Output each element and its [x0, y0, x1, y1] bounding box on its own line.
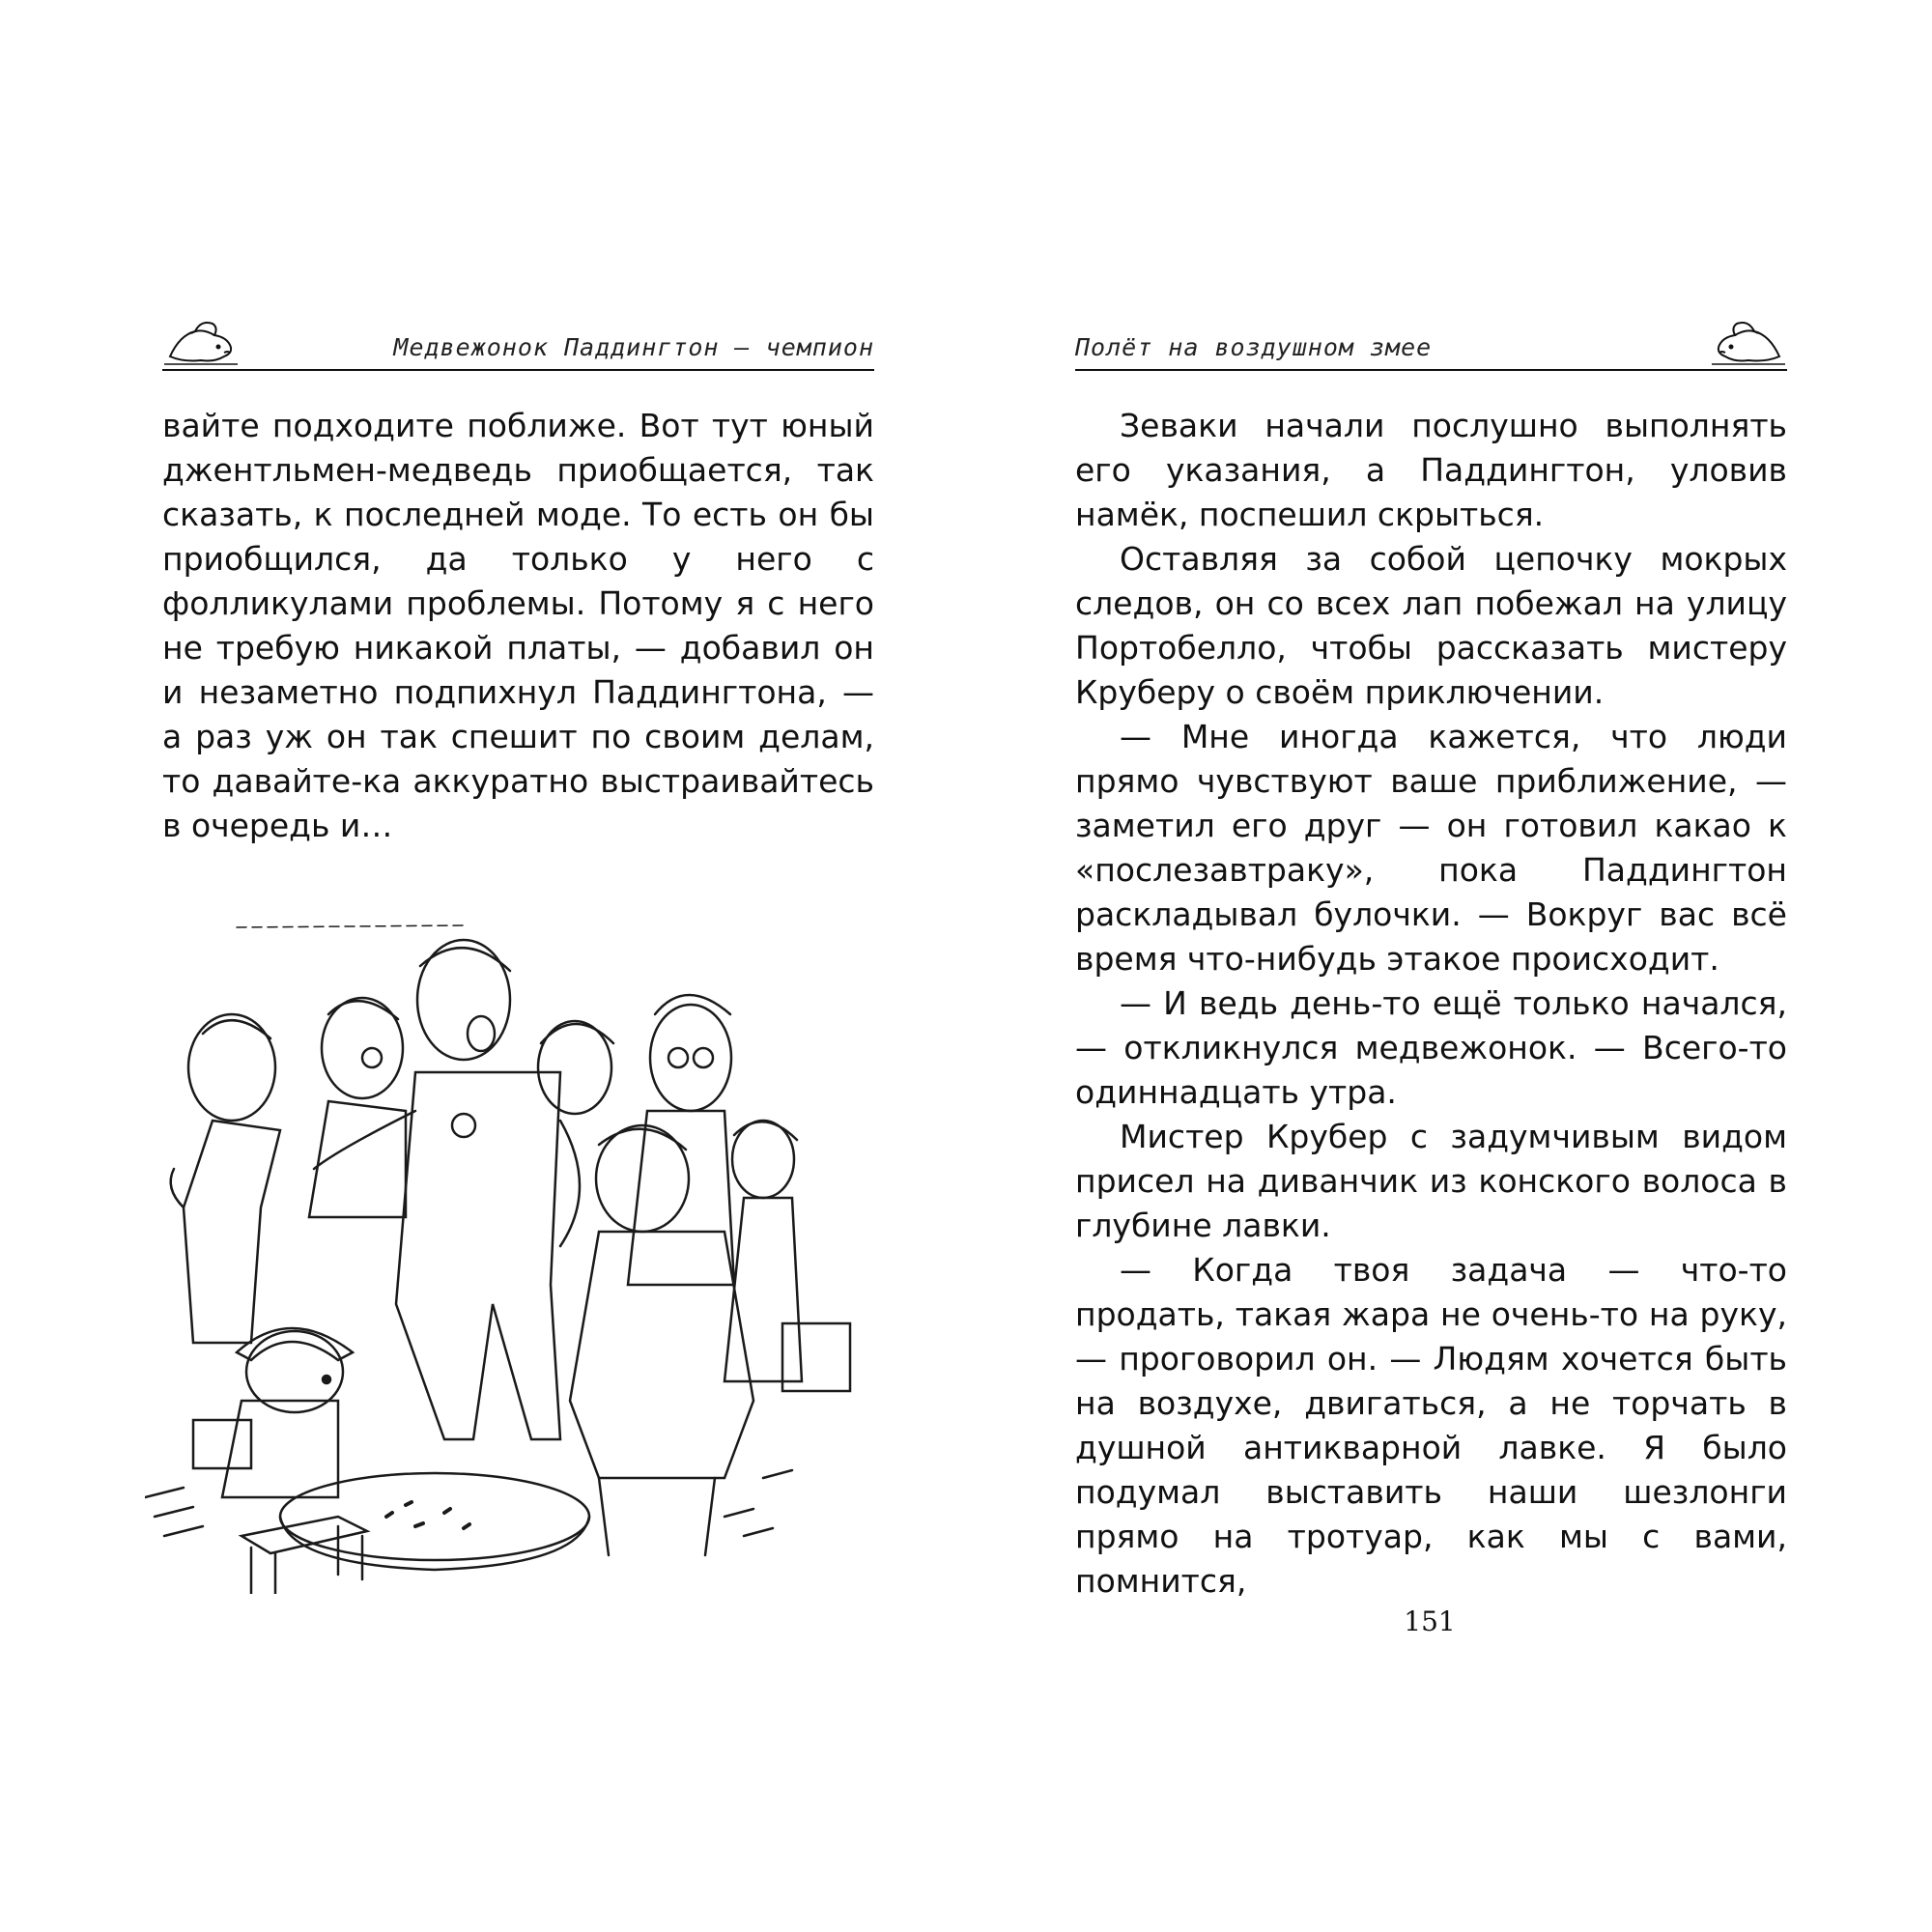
paragraph: Зеваки начали послушно выполнять его указания, а Паддингтон, уловив намёк, поспешил скрыться. — [1075, 407, 1787, 533]
left-running-header — [162, 309, 874, 371]
right-running-header — [1075, 309, 1787, 371]
running-title: Полёт на воздушном змее — [1075, 333, 1433, 361]
bear-in-hat-icon — [1710, 314, 1787, 367]
bear-in-hat-icon — [162, 314, 240, 367]
paragraph: Мистер Крубер с задумчивым видом присел на диванчик из конского волоса в глубине лавки. — [1075, 1118, 1787, 1244]
right-body-text — [1075, 404, 1787, 1604]
left-body-text — [162, 404, 874, 848]
paragraph: Оставляя за собой цепочку мокрых следов, он со всех лап побежал на улицу Портобелло, чтобы рассказать мистеру Круберу о своём приключении. — [1075, 540, 1787, 711]
paragraph: — Мне иногда кажется, что люди прямо чувствуют ваше приближение, — заметил его друг — он готовил какао к «послезавтраку», пока Паддингтон раскладывал булочки. — Вокруг вас всё время что-нибудь этакое происходит. — [1075, 718, 1787, 978]
paragraph: — Когда твоя задача — что-то продать, такая жара не очень-то на руку, — проговорил он. — Людям хочется быть на воздухе, двигаться, а не торчать в душной антикварной лавке. Я было подумал выставить наши шезлонги прямо на тротуар, как мы с вами, помнится, — [1075, 1251, 1787, 1600]
running-title: Медвежонок Паддингтон — чемпион — [393, 333, 874, 361]
paragraph: вайте подходите поближе. Вот тут юный джентльмен-медведь приобщается, так сказать, к последней моде. То есть он бы приобщился, да только у него с фолликулами проблемы. Потому я с него не требую никакой платы, — добавил он и незаметно подпихнул Паддингтона, — а раз уж он так спешит по своим делам, то давайте-ка аккуратно выстраивайтесь в очередь и… — [162, 407, 874, 844]
page-number: 151 — [1404, 1605, 1456, 1637]
paragraph: — И ведь день-то ещё только начался, — откликнулся медвежонок. — Всего-то одиннадцать утра. — [1075, 984, 1787, 1111]
crowd-and-bear-illustration — [145, 898, 937, 1594]
